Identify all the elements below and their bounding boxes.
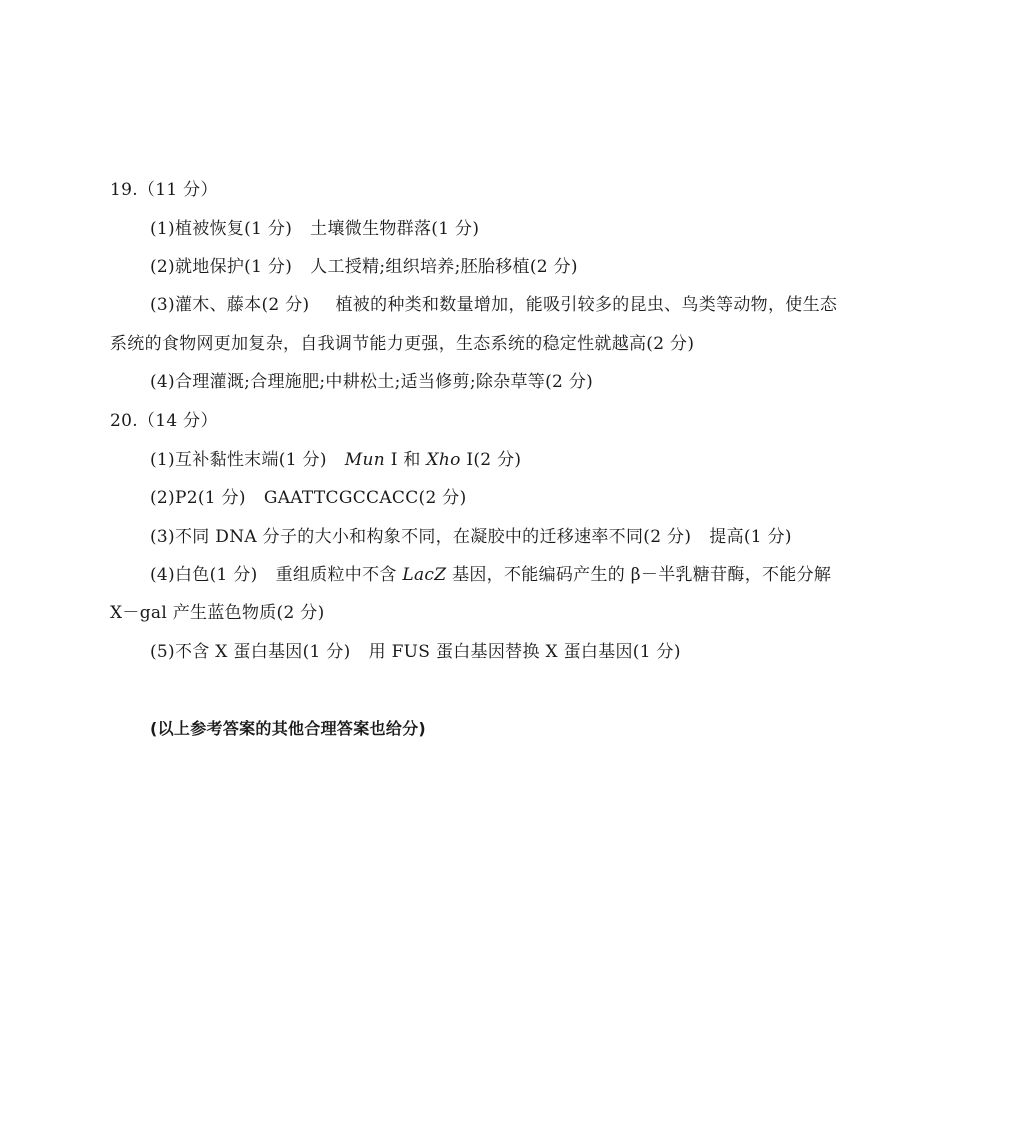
question-19-heading: 19.（11 分）	[110, 180, 218, 200]
enzyme-mun: Mun	[344, 450, 385, 470]
q19-answer-3-part-b: 植被的种类和数量增加，能吸引较多的昆虫、鸟类等动物，使生态	[335, 295, 838, 315]
q20-answer-2-part-b: GAATTCGCCACC(2 分)	[263, 488, 467, 508]
q19-answer-2	[150, 256, 578, 278]
q19-answer-1	[150, 218, 479, 240]
q20-answer-1-mid: Ⅰ 和	[384, 450, 427, 470]
q20-answer-1-part-a: (1)互补黏性末端(1 分)	[150, 450, 327, 470]
q20-answer-4-continuation: X－gal 产生蓝色物质(2 分)	[110, 603, 325, 623]
q20-answer-4	[150, 564, 831, 586]
gene-lacz: LacZ	[402, 565, 447, 585]
q19-answer-2-part-a: (2)就地保护(1 分)	[150, 257, 293, 277]
q19-answer-1-part-b: 土壤微生物群落(1 分)	[310, 219, 480, 239]
q20-answer-5-part-a: (5)不含 X 蛋白基因(1 分)	[150, 642, 351, 662]
q20-answer-1	[150, 449, 521, 471]
enzyme-xho: Xho	[426, 450, 461, 470]
q20-answer-4-part-b1: 重组质粒中不含	[275, 565, 403, 585]
q19-answer-2-part-b: 人工授精;组织培养;胚胎移植(2 分)	[310, 257, 578, 277]
q20-answer-4-part-a: (4)白色(1 分)	[150, 565, 258, 585]
q19-answer-1-part-a: (1)植被恢复(1 分)	[150, 219, 293, 239]
q20-answer-4-part-b2: 基因，不能编码产生的 β－半乳糖苷酶，不能分解	[446, 565, 832, 585]
q20-answer-5	[150, 641, 681, 663]
q20-answer-2-part-a: (2)P2(1 分)	[150, 488, 246, 508]
q19-answer-3-continuation: 系统的食物网更加复杂，自我调节能力更强，生态系统的稳定性就越高(2 分)	[110, 334, 695, 354]
q20-answer-3-part-b: 提高(1 分)	[709, 527, 792, 547]
footnote-other-answers: (以上参考答案的其他合理答案也给分)	[150, 719, 427, 738]
q19-answer-3	[150, 294, 837, 316]
q19-answer-4: (4)合理灌溉;合理施肥;中耕松土;适当修剪;除杂草等(2 分)	[150, 372, 594, 392]
q20-answer-2	[150, 487, 467, 509]
question-20-heading: 20.（14 分）	[110, 411, 218, 431]
q20-answer-3	[150, 526, 792, 548]
q19-answer-3-part-a: (3)灌木、藤本(2 分)	[150, 295, 310, 315]
q20-answer-5-part-b: 用 FUS 蛋白基因替换 X 蛋白基因(1 分)	[368, 642, 681, 662]
q20-answer-1-end: Ⅰ(2 分)	[460, 450, 522, 470]
q20-answer-3-part-a: (3)不同 DNA 分子的大小和构象不同，在凝胶中的迁移速率不同(2 分)	[150, 527, 692, 547]
